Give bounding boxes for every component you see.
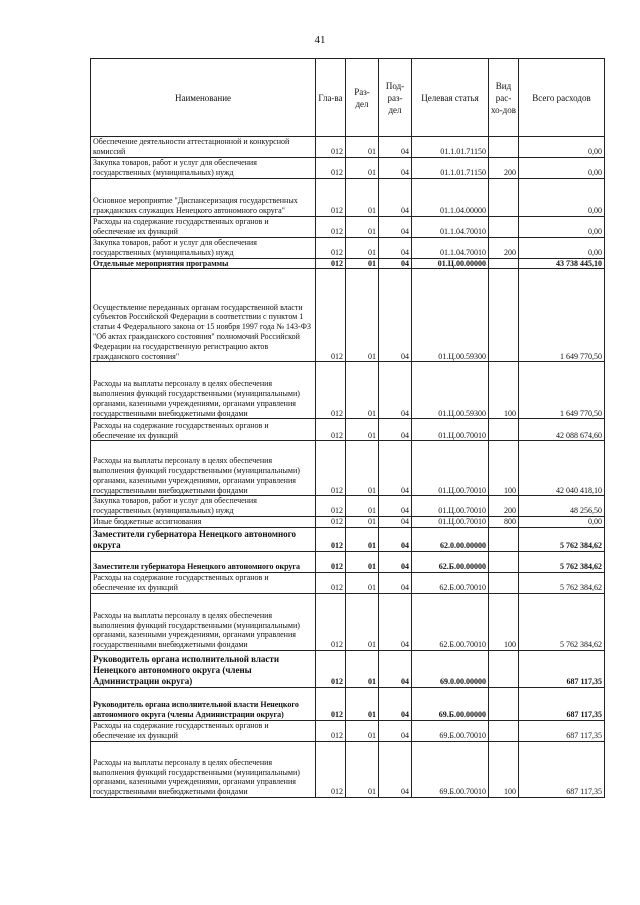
row-name-cell: Руководитель органа исполнительной власти Ненецкого автономного округа (члены Администрации округа)	[91, 650, 316, 687]
row-total-cell: 5 762 384,62	[519, 593, 605, 650]
row-chapter-cell: 012	[316, 178, 346, 216]
row-name-cell: Расходы на выплаты персоналу в целях обеспечения выполнения функций государственными (муниципальными) органами, казенными учреждениями, органами управления государственными внебюджетными фондами	[91, 441, 316, 496]
row-subsection-cell: 04	[379, 551, 412, 572]
row-expense-type-cell: 100	[489, 593, 519, 650]
table-row	[91, 516, 605, 527]
row-chapter-cell: 012	[316, 572, 346, 593]
table-row	[91, 419, 605, 441]
table-row	[91, 720, 605, 741]
row-section-cell: 01	[346, 551, 379, 572]
table-row	[91, 687, 605, 720]
row-chapter-cell: 012	[316, 419, 346, 441]
header-section: Раз-дел	[346, 59, 379, 137]
row-total-cell: 687 117,35	[519, 650, 605, 687]
row-target-article-cell: 01.1.01.71150	[412, 137, 489, 158]
row-expense-type-cell	[489, 178, 519, 216]
row-chapter-cell: 012	[316, 516, 346, 527]
row-expense-type-cell	[489, 258, 519, 269]
row-expense-type-cell: 200	[489, 237, 519, 258]
row-subsection-cell: 04	[379, 362, 412, 419]
row-section-cell: 01	[346, 137, 379, 158]
row-total-cell: 687 117,35	[519, 720, 605, 741]
row-section-cell: 01	[346, 593, 379, 650]
row-total-cell: 5 762 384,62	[519, 551, 605, 572]
row-subsection-cell: 04	[379, 137, 412, 158]
row-section-cell: 01	[346, 687, 379, 720]
row-section-cell: 01	[346, 362, 379, 419]
row-section-cell: 01	[346, 741, 379, 797]
table-row	[91, 216, 605, 237]
table-row	[91, 593, 605, 650]
row-subsection-cell: 04	[379, 650, 412, 687]
row-target-article-cell: 69.Б.00.00000	[412, 687, 489, 720]
row-subsection-cell: 04	[379, 496, 412, 517]
row-target-article-cell: 01.1.04.70010	[412, 216, 489, 237]
row-section-cell: 01	[346, 158, 379, 179]
row-total-cell: 42 040 418,10	[519, 441, 605, 496]
row-expense-type-cell: 100	[489, 741, 519, 797]
row-chapter-cell: 012	[316, 593, 346, 650]
row-name-cell: Расходы на содержание государственных органов и обеспечение их функций	[91, 720, 316, 741]
row-subsection-cell: 04	[379, 741, 412, 797]
table-row	[91, 237, 605, 258]
row-subsection-cell: 04	[379, 419, 412, 441]
row-section-cell: 01	[346, 237, 379, 258]
row-name-cell: Расходы на содержание государственных органов и обеспечение их функций	[91, 216, 316, 237]
row-total-cell: 0,00	[519, 237, 605, 258]
header-row	[91, 59, 605, 137]
row-name-cell: Расходы на выплаты персоналу в целях обеспечения выполнения функций государственными (муниципальными) органами, казенными учреждениями, органами управления государственными внебюджетными фондами	[91, 362, 316, 419]
row-subsection-cell: 04	[379, 593, 412, 650]
row-expense-type-cell: 100	[489, 441, 519, 496]
row-subsection-cell: 04	[379, 269, 412, 362]
row-total-cell: 48 256,50	[519, 496, 605, 517]
table-row	[91, 158, 605, 179]
row-name-cell: Основное мероприятие "Диспансеризация государственных гражданских служащих Ненецкого автономного округа"	[91, 178, 316, 216]
row-subsection-cell: 04	[379, 158, 412, 179]
row-section-cell: 01	[346, 419, 379, 441]
row-target-article-cell: 62.0.00.00000	[412, 527, 489, 551]
row-total-cell: 0,00	[519, 516, 605, 527]
row-subsection-cell: 04	[379, 441, 412, 496]
row-target-article-cell: 01.Ц.00.70010	[412, 516, 489, 527]
row-section-cell: 01	[346, 258, 379, 269]
row-name-cell: Расходы на выплаты персоналу в целях обеспечения выполнения функций государственными (муниципальными) органами, казенными учреждениями, органами управления государственными внебюджетными фондами	[91, 593, 316, 650]
row-target-article-cell: 01.1.04.70010	[412, 237, 489, 258]
header-chapter: Гла-ва	[316, 59, 346, 137]
row-expense-type-cell: 800	[489, 516, 519, 527]
row-section-cell: 01	[346, 496, 379, 517]
table-row	[91, 551, 605, 572]
row-total-cell: 0,00	[519, 137, 605, 158]
row-chapter-cell: 012	[316, 741, 346, 797]
row-chapter-cell: 012	[316, 687, 346, 720]
row-expense-type-cell	[489, 687, 519, 720]
row-expense-type-cell	[489, 527, 519, 551]
row-chapter-cell: 012	[316, 216, 346, 237]
row-target-article-cell: 01.1.01.71150	[412, 158, 489, 179]
row-name-cell: Руководитель органа исполнительной власти Ненецкого автономного округа (члены Администрации округа)	[91, 687, 316, 720]
row-total-cell: 5 762 384,62	[519, 527, 605, 551]
row-target-article-cell: 62.Б.00.00000	[412, 551, 489, 572]
row-total-cell: 687 117,35	[519, 741, 605, 797]
row-chapter-cell: 012	[316, 720, 346, 741]
row-target-article-cell: 69.0.00.00000	[412, 650, 489, 687]
row-target-article-cell: 01.Ц.00.70010	[412, 441, 489, 496]
row-name-cell: Обеспечение деятельности аттестационной и конкурсной комиссий	[91, 137, 316, 158]
row-expense-type-cell	[489, 720, 519, 741]
row-expense-type-cell	[489, 269, 519, 362]
row-section-cell: 01	[346, 441, 379, 496]
row-target-article-cell: 62.Б.00.70010	[412, 572, 489, 593]
row-total-cell: 1 649 770,50	[519, 269, 605, 362]
table-row	[91, 741, 605, 797]
row-name-cell: Осуществление переданных органам государственной власти субъектов Российской Федерации в соответствии с пунктом 1 статьи 4 Федерального закона от 15 ноября 1997 года № 143-ФЗ "Об актах гражданского состояния" полномочий Российской Федерации на государственную регистрацию актов гражданского состояния"	[91, 269, 316, 362]
row-name-cell: Отдельные мероприятия программы	[91, 258, 316, 269]
row-subsection-cell: 04	[379, 237, 412, 258]
row-chapter-cell: 012	[316, 137, 346, 158]
row-name-cell: Расходы на выплаты персоналу в целях обеспечения выполнения функций государственными (муниципальными) органами, казенными учреждениями, органами управления государственными внебюджетными фондами	[91, 741, 316, 797]
row-name-cell: Расходы на содержание государственных органов и обеспечение их функций	[91, 419, 316, 441]
row-subsection-cell: 04	[379, 687, 412, 720]
row-expense-type-cell	[489, 137, 519, 158]
table-row	[91, 137, 605, 158]
row-target-article-cell: 01.1.04.00000	[412, 178, 489, 216]
header-total-expenses: Всего расходов	[519, 59, 605, 137]
row-subsection-cell: 04	[379, 572, 412, 593]
row-name-cell: Иные бюджетные ассигнования	[91, 516, 316, 527]
row-subsection-cell: 04	[379, 527, 412, 551]
row-total-cell: 0,00	[519, 216, 605, 237]
header-expense-type: Вид рас-хо-дов	[489, 59, 519, 137]
table-row	[91, 496, 605, 517]
row-section-cell: 01	[346, 572, 379, 593]
row-target-article-cell: 01.Ц.00.00000	[412, 258, 489, 269]
row-chapter-cell: 012	[316, 158, 346, 179]
row-expense-type-cell: 100	[489, 362, 519, 419]
row-chapter-cell: 012	[316, 527, 346, 551]
row-name-cell: Расходы на содержание государственных органов и обеспечение их функций	[91, 572, 316, 593]
row-target-article-cell: 69.Б.00.70010	[412, 741, 489, 797]
header-target-article: Целевая статья	[412, 59, 489, 137]
row-expense-type-cell	[489, 216, 519, 237]
row-subsection-cell: 04	[379, 258, 412, 269]
row-subsection-cell: 04	[379, 216, 412, 237]
table-row	[91, 178, 605, 216]
row-expense-type-cell	[489, 551, 519, 572]
row-name-cell: Закупка товаров, работ и услуг для обеспечения государственных (муниципальных) нужд	[91, 496, 316, 517]
header-name: Наименование	[91, 59, 316, 137]
page-number: 41	[314, 34, 326, 46]
row-chapter-cell: 012	[316, 496, 346, 517]
row-target-article-cell: 01.Ц.00.70010	[412, 419, 489, 441]
row-section-cell: 01	[346, 216, 379, 237]
table-row	[91, 650, 605, 687]
row-total-cell: 5 762 384,62	[519, 572, 605, 593]
row-expense-type-cell: 200	[489, 158, 519, 179]
row-chapter-cell: 012	[316, 258, 346, 269]
row-total-cell: 42 088 674,60	[519, 419, 605, 441]
table-row	[91, 258, 605, 269]
row-target-article-cell: 01.Ц.00.59300	[412, 362, 489, 419]
row-total-cell: 0,00	[519, 178, 605, 216]
row-section-cell: 01	[346, 516, 379, 527]
table-row	[91, 572, 605, 593]
row-total-cell: 0,00	[519, 158, 605, 179]
row-section-cell: 01	[346, 178, 379, 216]
row-target-article-cell: 01.Ц.00.70010	[412, 496, 489, 517]
row-target-article-cell: 69.Б.00.70010	[412, 720, 489, 741]
row-section-cell: 01	[346, 269, 379, 362]
row-chapter-cell: 012	[316, 237, 346, 258]
row-chapter-cell: 012	[316, 441, 346, 496]
row-chapter-cell: 012	[316, 362, 346, 419]
row-section-cell: 01	[346, 720, 379, 741]
row-chapter-cell: 012	[316, 551, 346, 572]
row-name-cell: Заместители губернатора Ненецкого автономного округа	[91, 527, 316, 551]
row-subsection-cell: 04	[379, 516, 412, 527]
table-row	[91, 527, 605, 551]
row-expense-type-cell	[489, 650, 519, 687]
row-subsection-cell: 04	[379, 178, 412, 216]
row-expense-type-cell	[489, 419, 519, 441]
row-chapter-cell: 012	[316, 650, 346, 687]
row-expense-type-cell: 200	[489, 496, 519, 517]
row-section-cell: 01	[346, 650, 379, 687]
row-target-article-cell: 62.Б.00.70010	[412, 593, 489, 650]
row-total-cell: 1 649 770,50	[519, 362, 605, 419]
table-body	[91, 137, 605, 798]
row-target-article-cell: 01.Ц.00.59300	[412, 269, 489, 362]
row-section-cell: 01	[346, 527, 379, 551]
row-expense-type-cell	[489, 572, 519, 593]
row-subsection-cell: 04	[379, 720, 412, 741]
budget-table	[90, 58, 605, 798]
row-total-cell: 43 738 445,10	[519, 258, 605, 269]
row-chapter-cell: 012	[316, 269, 346, 362]
table-row	[91, 269, 605, 362]
header-subsection: Под-раз-дел	[379, 59, 412, 137]
table-row	[91, 441, 605, 496]
row-name-cell: Закупка товаров, работ и услуг для обеспечения государственных (муниципальных) нужд	[91, 237, 316, 258]
table-row	[91, 362, 605, 419]
row-total-cell: 687 117,35	[519, 687, 605, 720]
row-name-cell: Закупка товаров, работ и услуг для обеспечения государственных (муниципальных) нужд	[91, 158, 316, 179]
row-name-cell: Заместители губернатора Ненецкого автономного округа	[91, 551, 316, 572]
